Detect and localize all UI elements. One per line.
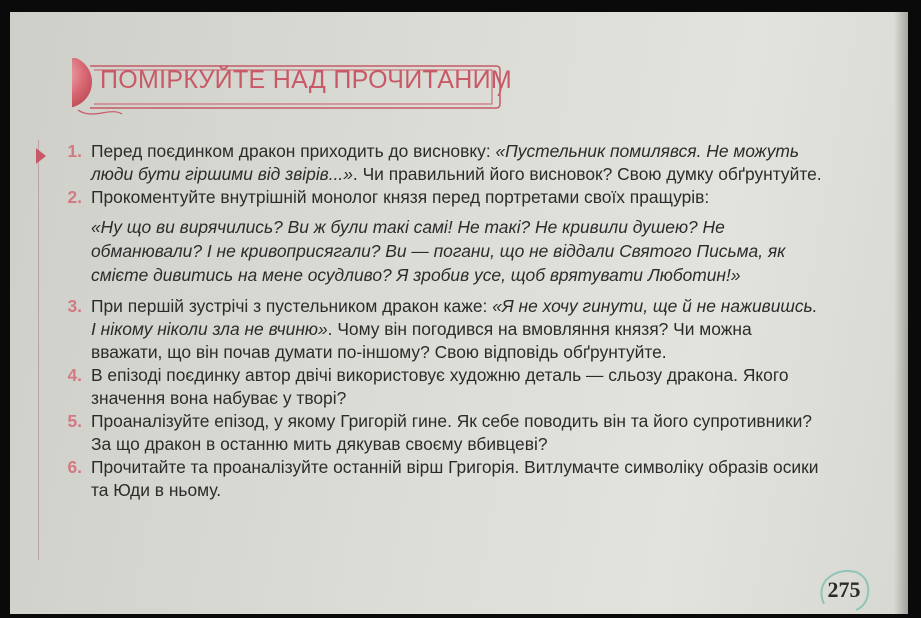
question-item bbox=[56, 140, 826, 186]
page-edge-shadow bbox=[894, 12, 908, 614]
question-number: 1. bbox=[67, 141, 82, 161]
question-text-part: Прокоментуйте внутрішній монолог князя перед портретами своїх пращурів: bbox=[91, 187, 710, 207]
question-text-part: . Чи правильний його висновок? Свою думку обґрунтуйте. bbox=[352, 164, 822, 184]
triangle-marker-icon bbox=[36, 148, 46, 164]
question-text-part: При першій зустрічі з пустельником дракон каже: bbox=[91, 296, 493, 316]
question-text: В епізоді поєдинку автор двічі використовує художню деталь — сльозу дракона. Якого значення вона набуває у творі? bbox=[91, 365, 789, 408]
page-number: 275 bbox=[827, 577, 861, 602]
question-number: 5. bbox=[67, 411, 82, 431]
question-quote: «Я не хочу гинути, ще й не наживишсь. І нікому ніколи зла не вчиню» bbox=[91, 296, 818, 339]
question-number: 3. bbox=[67, 296, 82, 316]
question-number: 2. bbox=[67, 187, 82, 207]
question-text: Проаналізуйте епізод, у якому Григорій гине. Як себе поводить він та його супротивники? За що дракон в останню мить дякував своєму вбивцеві? bbox=[91, 411, 812, 454]
margin-rule bbox=[38, 140, 39, 560]
questions-list bbox=[56, 140, 826, 502]
question-text: Прочитайте та проаналізуйте останній вірш Григорія. Витлумачте символіку образів осики та Юди в ньому. bbox=[91, 457, 819, 500]
section-header bbox=[72, 58, 512, 116]
question-text bbox=[91, 186, 826, 287]
question-number: 6. bbox=[67, 457, 82, 477]
question-text-part: Перед поєдинком дракон приходить до висновку: bbox=[91, 141, 496, 161]
question-number: 4. bbox=[67, 365, 82, 385]
question-text bbox=[91, 295, 826, 364]
question-item bbox=[56, 456, 826, 502]
decorative-ball-icon bbox=[72, 58, 92, 108]
section-title: ПОМІРКУЙТЕ НАД ПРОЧИТАНИМ bbox=[100, 66, 512, 94]
question-item bbox=[56, 364, 826, 410]
page-number-badge bbox=[816, 568, 872, 612]
book-page bbox=[10, 12, 908, 614]
question-quote: «Пустельник помилявся. Не можуть люди бути гіршими від звірів...» bbox=[91, 141, 800, 184]
question-quote: «Ну що ви вирячились? Ви ж були такі самі! Не такі? Не кривили душею? Не обманювали? І не кривоприсягали? Ви — погани, що не віддали Святого Письма, як смієте дивитись на мене осудливо? Я зробив усе, щоб врятувати Люботин!» bbox=[91, 217, 786, 285]
question-text-part: . Чому він погодився на вмовляння князя? Чи можна вважати, що він почав думати по-іншому? Свою відповідь обґрунтуйте. bbox=[91, 319, 752, 362]
question-item bbox=[56, 410, 826, 456]
question-item bbox=[56, 295, 826, 364]
question-text bbox=[91, 140, 826, 186]
question-item bbox=[56, 186, 826, 287]
